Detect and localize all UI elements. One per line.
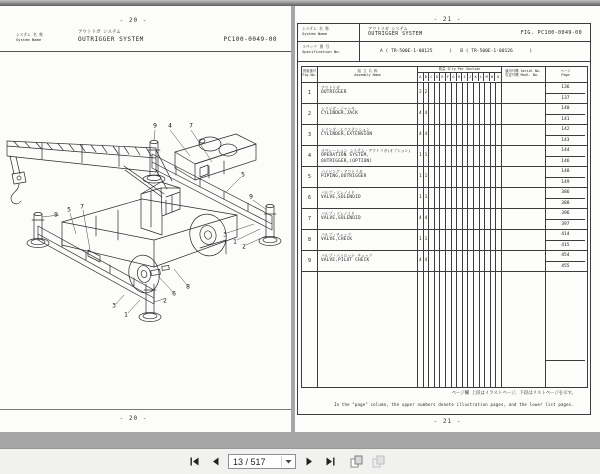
parts-table-rows: [302, 83, 587, 387]
last-page-button[interactable]: [322, 454, 338, 470]
page-cell: 140 141: [546, 104, 585, 124]
table-row: [302, 83, 587, 104]
assembly-name-cell: シリンダ・ジャッキ CYLINDER,JACK: [318, 104, 418, 124]
qty-cell-b: 2: [424, 83, 430, 103]
col-header-assembly-name: 組 立 名 称 Assembly Name: [318, 67, 418, 82]
callout-number-3: 3: [223, 231, 227, 239]
qty-letter-k: K: [473, 73, 479, 81]
qty-letter-f: F: [446, 73, 452, 81]
parts-list-frame: [297, 23, 591, 415]
table-row: [302, 209, 587, 230]
parts-table-header: [302, 67, 587, 83]
serial-no-cell: [502, 230, 546, 250]
footer-rule: [0, 409, 291, 410]
page-cell: 454 455: [546, 251, 585, 271]
qty-letter-h: H: [457, 73, 463, 81]
qty-letter-b: B: [424, 73, 430, 81]
header-rule: [0, 51, 291, 52]
table-row-empty: [302, 272, 587, 387]
serial-no-cell: [502, 125, 546, 145]
system-name-value: アウトリガ システム OUTRIGGER SYSTEM: [368, 26, 423, 37]
qty-cell-a: 1: [418, 167, 424, 187]
table-row: [302, 125, 587, 146]
col-header-page: ページ Page: [560, 69, 571, 78]
system-header-row: [298, 24, 590, 42]
page-number-combobox[interactable]: [228, 454, 296, 469]
next-page-icon: [305, 456, 314, 467]
printed-page-number-bottom: - 20 -: [119, 415, 148, 422]
fig-no-cell: 2: [302, 104, 318, 124]
assembly-name-cell: シリンダ・エクステンション CYLINDER,EXTENSION: [318, 125, 418, 145]
fig-no-cell: 3: [302, 125, 318, 145]
page-cell: 136 137: [546, 83, 585, 103]
system-name-label: システム 名 称 System Name: [298, 24, 360, 41]
callout-number-1: 1: [124, 311, 128, 319]
qty-cell-a: 1: [418, 146, 424, 166]
page-illustration: [0, 6, 291, 432]
table-row: [302, 146, 587, 167]
page-cell: 396 397: [546, 209, 585, 229]
qty-cell-a: 2: [418, 83, 424, 103]
table-row: [302, 167, 587, 188]
parts-table: [301, 66, 588, 388]
crane-line-art: [4, 88, 288, 338]
assembly-name-cell: アウトリガ OUTRIGGER: [318, 83, 418, 103]
printed-page-number-bottom: - 21 -: [433, 418, 462, 425]
callout-number-9: 9: [249, 193, 253, 201]
assembly-name-cell: パイピング・アウトリガ PIPING,OUTRIGGER: [318, 167, 418, 187]
col-header-serial-no: 適用号機 Serial No. 変更号機 Modl. No.: [502, 67, 546, 82]
left-page-header: [14, 30, 283, 50]
assembly-name-cell: オペレーション システム・アウトリガ(オプション) OPERATION SYSTEM, OUTRIGGER,(OPTION): [318, 146, 418, 166]
callout-number-2: 2: [163, 297, 167, 305]
qty-cell-a: 4: [418, 251, 424, 271]
callout-number-5: 5: [241, 171, 245, 179]
page-cell: 386 388: [546, 188, 585, 208]
qty-cell-b: 1: [424, 188, 430, 208]
viewer-toolbar: [0, 448, 600, 474]
page-cell: 144 146: [546, 146, 585, 166]
fig-no-cell: 1: [302, 83, 318, 103]
qty-letter-o: O: [497, 75, 500, 79]
qty-letter-e: E: [440, 73, 446, 81]
callout-number-2: 2: [242, 243, 246, 251]
callout-number-3: 3: [112, 302, 116, 310]
callout-number-9: 9: [54, 211, 58, 219]
qty-cell-b: 4: [424, 125, 430, 145]
qty-letter-a: A: [418, 73, 424, 81]
assembly-name-cell: バルブ・パイロット チェック VALVE,PILOT CHECK: [318, 251, 418, 271]
fig-no-cell: 9: [302, 251, 318, 271]
page-cell: 414 415: [546, 230, 585, 250]
system-name-value: アウトリガ システム OUTRIGGER SYSTEM: [78, 30, 144, 43]
qty-letter-j: J: [468, 73, 474, 81]
two-page-view-button[interactable]: [349, 454, 365, 470]
fig-no-cell: 4: [302, 146, 318, 166]
page-column-note-en: In the "page" column, the upper numbers denote illustration pages, and the lower list pages.: [334, 402, 574, 407]
callout-number-1: 1: [233, 238, 237, 246]
dropdown-arrow-icon[interactable]: [281, 456, 295, 467]
two-page-view-icon: [350, 455, 364, 468]
last-page-icon: [325, 456, 336, 467]
assembly-name-cell: バルブ・ソレノイド VALVE,SOLENOID: [318, 188, 418, 208]
callout-leader-lines: [42, 130, 267, 313]
qty-cell-a: 4: [418, 209, 424, 229]
view-toggle-group: [349, 454, 387, 470]
printed-page-number-top: - 21 -: [433, 16, 462, 23]
qty-cell-b: 1: [424, 146, 430, 166]
previous-page-button[interactable]: [207, 454, 223, 470]
spec-number-label: スペック 番 号 Specification No.: [298, 42, 360, 61]
qty-letter-m: M: [484, 73, 490, 81]
table-row: [302, 230, 587, 251]
callout-number-6: 6: [172, 290, 176, 298]
qty-cell-a: 4: [418, 125, 424, 145]
next-page-button[interactable]: [301, 454, 317, 470]
qty-cell-a: 1: [418, 188, 424, 208]
serial-no-cell: [502, 251, 546, 271]
fig-no-cell: [302, 272, 318, 387]
serial-no-cell: [502, 83, 546, 103]
serial-no-cell: [502, 188, 546, 208]
serial-no-cell: [502, 146, 546, 166]
prev-page-icon: [211, 456, 220, 467]
table-row: [302, 104, 587, 125]
printed-page-number-top: - 20 -: [119, 17, 148, 24]
assembly-name-cell: バルブ・ソレノイド VALVE,SOLENOID: [318, 209, 418, 229]
document-canvas: [0, 6, 600, 432]
page-number-value: 13 / 517: [233, 456, 266, 467]
col-header-fig-no: 図版番号 Fig No.: [302, 67, 318, 82]
figure-number: FIG. PC100-0049-00: [520, 29, 582, 36]
crane-outrigger-diagram: [4, 88, 288, 338]
serial-no-cell: [502, 272, 546, 387]
table-row: [302, 251, 587, 272]
table-row: [302, 188, 587, 209]
fig-no-cell: 8: [302, 230, 318, 250]
callout-number-7: 7: [189, 122, 193, 130]
qty-cell-b: 4: [424, 104, 430, 124]
assembly-name-cell: バルブ・チェック VALVE,CHECK: [318, 230, 418, 250]
callout-number-8: 8: [186, 283, 190, 291]
page-cell: 148 149: [546, 167, 585, 187]
two-page-view-icon-2: [372, 455, 386, 468]
qty-letter-n: N: [490, 73, 496, 81]
qty-cell-b: 1: [424, 167, 430, 187]
page-parts-list: [295, 6, 600, 432]
spec-number-value: A ( TR-500E-1-00125 ) B ( TR-500E-1-00126 ): [380, 49, 533, 54]
page-cell: [546, 272, 585, 387]
qty-letter-l: L: [479, 73, 485, 81]
qty-cell-b: 4: [424, 209, 430, 229]
qty-cell-a: 1: [418, 230, 424, 250]
first-page-icon: [189, 456, 200, 467]
callout-number-5: 5: [67, 206, 71, 214]
first-page-button[interactable]: [186, 454, 202, 470]
figure-number: PC100-0049-00: [223, 36, 277, 43]
serial-no-cell: [502, 209, 546, 229]
fig-no-cell: 7: [302, 209, 318, 229]
two-page-view-button-disabled[interactable]: [371, 454, 387, 470]
page-cell: 142 143: [546, 125, 585, 145]
qty-cell-a: 4: [418, 104, 424, 124]
fig-no-cell: 6: [302, 188, 318, 208]
qty-section-letters: [418, 73, 501, 81]
col-header-qty: 数量 Q'ty Per Section A B C D E F G H I J K L M N O: [418, 67, 502, 82]
qty-cell-b: 1: [424, 230, 430, 250]
qty-letter-i: I: [462, 73, 468, 81]
qty-letter-c: C: [429, 73, 435, 81]
system-name-label: システム 名 称 System Name: [16, 32, 43, 42]
qty-letter-g: G: [451, 73, 457, 81]
qty-cell-b: 4: [424, 251, 430, 271]
serial-no-cell: [502, 167, 546, 187]
callout-number-9: 9: [153, 122, 157, 130]
callout-number-4: 4: [168, 122, 172, 130]
spec-header-row: [298, 42, 590, 62]
assembly-name-cell: [318, 272, 418, 387]
page-column-note-jp: ページ欄 上段はイラストページ、下段はリストページを示す。: [451, 391, 576, 396]
serial-no-cell: [502, 104, 546, 124]
fig-no-cell: 5: [302, 167, 318, 187]
qty-letter-d: D: [435, 73, 441, 81]
callout-number-7: 7: [80, 203, 84, 211]
